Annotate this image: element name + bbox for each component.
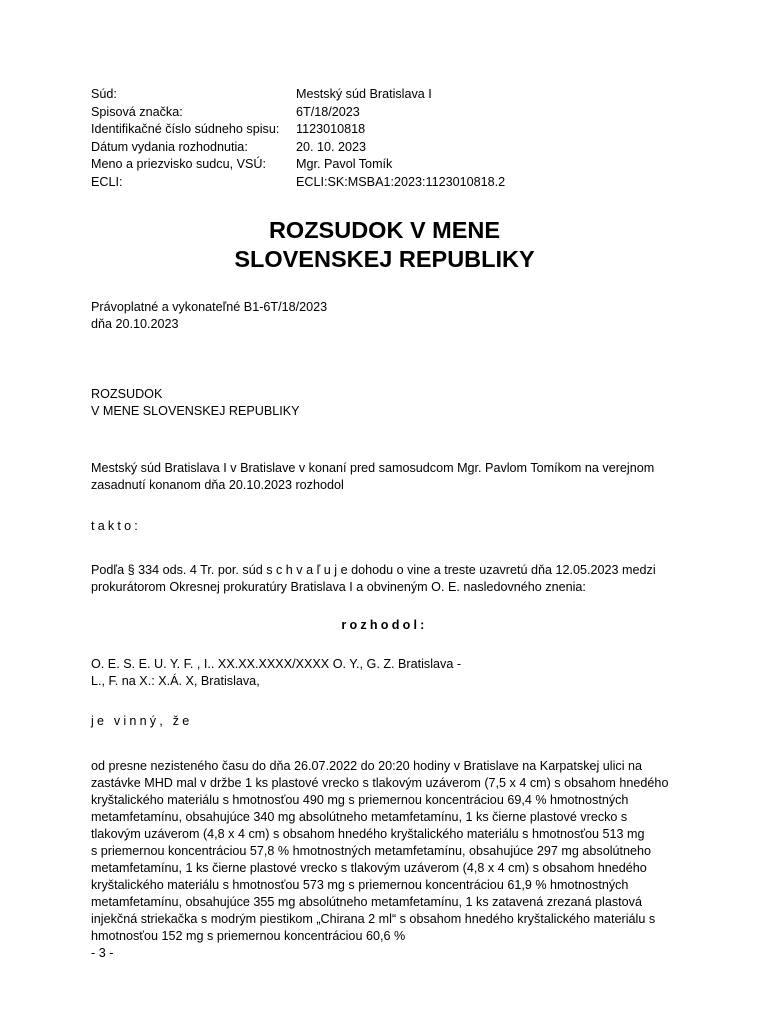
facts-line: tlakovým uzáverom (4,8 x 4 cm) s obsahom hnedého kryštalického materiálu s hmotnosťou 513 mg [91, 827, 645, 841]
facts-paragraph [91, 758, 678, 962]
meta-row-ecli [91, 174, 678, 192]
finality-note [91, 299, 678, 333]
judgment-heading [91, 386, 678, 420]
meta-label: ECLI: [91, 174, 123, 189]
facts-line: s priemernou koncentráciou 57,8 % hmotnostných metamfetamínu, obsahujúce 297 mg absolútneho [91, 844, 652, 858]
title-line-1: ROZSUDOK V MENE [268, 217, 501, 243]
guilty-label: je vinný, že [91, 714, 193, 728]
finality-line-1: Právoplatné a vykonateľné B1-6T/18/2023 [91, 300, 328, 314]
facts-line: od presne nezisteného času do dňa 26.07.2022 do 20:20 hodiny v Bratislave na Karpatskej ulici na [91, 759, 643, 773]
meta-row-judge [91, 156, 678, 174]
facts-line: metamfetamínu, obsahujúce 340 mg absolútneho metamfetamínu, 1 ks čierne plastové vrecko s [91, 810, 628, 824]
meta-value: Mestský súd Bratislava I [296, 87, 432, 101]
facts-line: zastávke MHD mal v držbe 1 ks plastové vrecko s tlakovým uzáverom (7,5 x 4 cm) s obsahom hnedého [91, 776, 669, 790]
meta-value: 6T/18/2023 [296, 104, 360, 119]
facts-line: kryštalického materiálu s hmotnosťou 573 mg s priemernou koncentráciou 61,9 % hmotnostných [91, 878, 629, 892]
court-intro-line-1: Mestský súd Bratislava I v Bratislave v konaní pred samosudcom Mgr. Pavlom Tomíkom na verejnom [91, 461, 655, 475]
finality-line-2: dňa 20.10.2023 [91, 317, 179, 331]
meta-label: Identifikačné číslo súdneho spisu: [91, 122, 280, 137]
header-metadata [91, 86, 678, 192]
court-intro-paragraph [91, 460, 678, 494]
accused-line-2: L., F. na X.: X.Á. X, Bratislava, [91, 674, 260, 688]
court-intro-line-2: zasadnutí konanom dňa 20.10.2023 rozhodol [91, 478, 344, 492]
meta-label: Spisová značka: [91, 104, 183, 119]
rozhodol-label: rozhodol: [341, 618, 428, 632]
approval-line-1: Podľa § 334 ods. 4 Tr. por. súd s c h v a ľ u j e dohodu o vine a treste uzavretú dňa 12.05.2023 medzi [91, 563, 656, 577]
facts-line: metamfetamínu, obsahujúce 355 mg absolútneho metamfetamínu, 1 ks zatavená zrezaná plastová [91, 895, 642, 909]
title-line-2: SLOVENSKEJ REPUBLIKY [234, 246, 535, 272]
facts-line: injekčná striekačka s modrým piestikom „Chirana 2 ml“ s obsahom hnedého kryštalického materiálu s [91, 912, 656, 926]
meta-value: ECLI:SK:MSBA1:2023:1123010818.2 [296, 174, 506, 189]
meta-label: Dátum vydania rozhodnutia: [91, 139, 248, 154]
accused-line-1: O. E. S. E. U. Y. F. , I.. XX.XX.XXXX/XXXX O. Y., G. Z. Bratislava - [91, 657, 462, 671]
meta-value: 20. 10. 2023 [296, 139, 367, 154]
meta-value: 1123010818 [296, 122, 366, 137]
document-title [91, 216, 678, 274]
meta-value: Mgr. Pavol Tomík [296, 157, 393, 172]
meta-label: Meno a priezvisko sudcu, VSÚ: [91, 157, 266, 172]
approval-paragraph [91, 562, 678, 596]
facts-line: kryštalického materiálu s hmotnosťou 490 mg s priemernou koncentráciou 69,4 % hmotnostných [91, 793, 629, 807]
judgment-heading-line-1: ROZSUDOK [91, 387, 163, 401]
meta-row-court [91, 86, 678, 104]
meta-row-decision-date [91, 139, 678, 157]
takto-label: takto: [91, 519, 142, 533]
meta-label: Súd: [91, 87, 117, 101]
facts-line: metamfetamínu, 1 ks čierne plastové vrecko s tlakovým uzáverom (4,8 x 4 cm) s obsahom hnedého [91, 861, 647, 875]
meta-row-file-mark [91, 104, 678, 122]
document-page [91, 0, 678, 1024]
meta-row-file-id [91, 121, 678, 139]
judgment-heading-line-2: V MENE SLOVENSKEJ REPUBLIKY [91, 404, 300, 418]
accused-identification [91, 656, 678, 690]
approval-line-2: prokurátorom Okresnej prokuratúry Bratislava I a obvineným O. E. nasledovného znenia: [91, 580, 586, 594]
facts-line: hmotnosťou 152 mg s priemernou koncentráciou 60,6 % [91, 929, 406, 943]
page-number: - 3 - [91, 946, 114, 960]
